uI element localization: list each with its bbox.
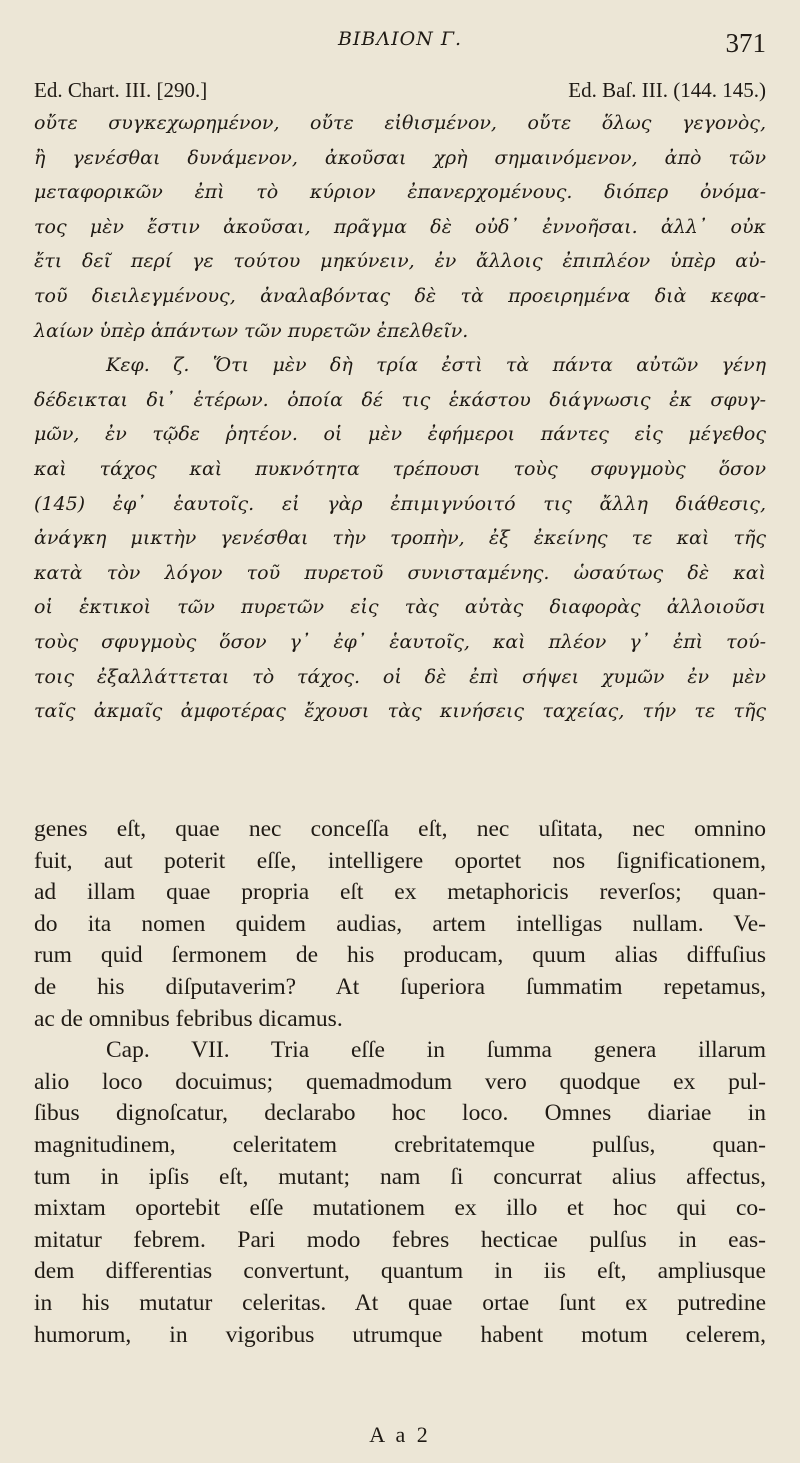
edition-reference-basel: Ed. Baſ. III. (144. 145.) (568, 78, 766, 102)
greek-line: καὶ τάχος καὶ πυκνότητα τρέπουσι τοὺς σφυγμοὺς ὅσον (34, 457, 766, 480)
greek-chapter-heading-line: Κεφ. ζ. Ὅτι μὲν δὴ τρία ἐστὶ τὰ πάντα αὐτῶν γένη (106, 354, 766, 377)
running-title: ΒΙΒΛΙΟΝ Γ. (337, 28, 463, 50)
greek-line: τος μὲν ἔστιν ἀκοῦσαι, πρᾶγμα δὲ οὐδ᾽ ἐννοῆσαι. ἀλλ᾽ οὐκ (34, 215, 766, 238)
latin-line: mitatur febrem. Pari modo febres hecticae pulſus in eas- (34, 1226, 766, 1253)
greek-line: ἢ γενέσθαι δυνάμενον, ἀκοῦσαι χρὴ σημαινόμενον, ἀπὸ τῶν (34, 146, 766, 169)
latin-line: humorum, in vigoribus utrumque habent motum celerem, (34, 1321, 766, 1348)
latin-chapter-heading-line: Cap. VII. Tria eſſe in ſumma genera illarum (106, 1037, 766, 1064)
latin-line: alio loco docuimus; quemadmodum vero quodque ex pul- (34, 1068, 766, 1095)
greek-line: ἀνάγκη μικτὴν γενέσθαι τὴν τροπὴν, ἐξ ἐκείνης τε καὶ τῆς (34, 527, 766, 550)
latin-line: dem differentias convertunt, quantum in iis eſt, ampliusque (34, 1258, 766, 1285)
latin-line: ad illam quae propria eſt ex metaphoricis reverſos; quan- (34, 879, 766, 906)
latin-line: de his diſputaverim? At ſuperiora ſummatim repetamus, (34, 973, 766, 1000)
latin-line: in his mutatur celeritas. At quae ortae ſunt ex putredine (34, 1289, 766, 1316)
latin-line: ſibus dignoſcatur, declarabo hoc loco. Omnes diariae in (34, 1100, 766, 1127)
latin-line: magnitudinem, celeritatem crebritatemque pulſus, quan- (34, 1131, 766, 1158)
greek-line: μῶν, ἐν τῷδε ῥητέον. οἱ μὲν ἐφήμεροι πάντες εἰς μέγεθος (34, 423, 766, 446)
greek-line: (145) ἐφ᾽ ἑαυτοῖς. εἰ γὰρ ἐπιμιγνύοιτό τις ἄλλη διάθεσις, (34, 492, 766, 515)
greek-line: μεταφορικῶν ἐπὶ τὸ κύριον ἐπανερχομένους. διόπερ ὀνόμα- (34, 181, 766, 204)
greek-line: κατὰ τὸν λόγον τοῦ πυρετοῦ συνισταμένης. ὡσαύτως δὲ καὶ (34, 561, 766, 584)
latin-text-block (34, 814, 766, 1351)
latin-line: mixtam oportebit eſſe mutationem ex illo et hoc qui co- (34, 1195, 766, 1222)
greek-line: τοὺς σφυγμοὺς ὅσον γ᾽ ἐφ᾽ ἑαυτοῖς, καὶ πλέον γ᾽ ἐπὶ τού- (34, 630, 766, 653)
edition-reference-chartier: Ed. Chart. III. [290.] (34, 78, 208, 102)
latin-line: fuit, aut poterit eſſe, intelligere oportet nos ſignificationem, (34, 847, 766, 874)
greek-line: λαίων ὑπὲρ ἁπάντων τῶν πυρετῶν ἐπελθεῖν. (34, 319, 469, 342)
latin-line: rum quid ſermonem de his producam, quum alias diffuſius (34, 942, 766, 969)
signature-mark: A a 2 (369, 1422, 431, 1447)
latin-line: genes eſt, quae nec conceſſa eſt, nec uſitata, nec omnino (34, 816, 766, 842)
greek-text-block (34, 106, 766, 729)
latin-line: ac de omnibus febribus dicamus. (34, 1005, 343, 1032)
greek-line: οὔτε συγκεχωρημένον, οὔτε εἰθισμένον, οὔτε ὅλως γεγονὸς, (34, 112, 766, 134)
greek-line: ταῖς ἀκμαῖς ἀμφοτέρας ἔχουσι τὰς κινήσεις ταχείας, τήν τε τῆς (34, 700, 766, 723)
greek-line: οἱ ἑκτικοὶ τῶν πυρετῶν εἰς τὰς αὐτὰς διαφορὰς ἀλλοιοῦσι (34, 596, 766, 619)
greek-line: τοις ἐξαλλάττεται τὸ τάχος. οἱ δὲ ἐπὶ σήψει χυμῶν ἐν μὲν (34, 665, 766, 688)
greek-line: ἔτι δεῖ περί γε τούτου μηκύνειν, ἐν ἄλλοις ἐπιπλέον ὑπὲρ αὐ- (34, 250, 766, 273)
latin-line: do ita nomen quidem audias, artem intelligas nullam. Ve- (34, 910, 766, 937)
latin-line: tum in ipſis eſt, mutant; nam ſi concurrat alius affectus, (34, 1163, 766, 1190)
greek-line: δέδεικται δι᾽ ἑτέρων. ὁποία δέ τις ἑκάστου διάγνωσις ἐκ σφυγ- (34, 388, 766, 411)
page-number: 371 (725, 28, 766, 58)
greek-line: τοῦ διειλεγμένους, ἀναλαβόντας δὲ τὰ προειρημένα διὰ κεφα- (34, 284, 766, 307)
